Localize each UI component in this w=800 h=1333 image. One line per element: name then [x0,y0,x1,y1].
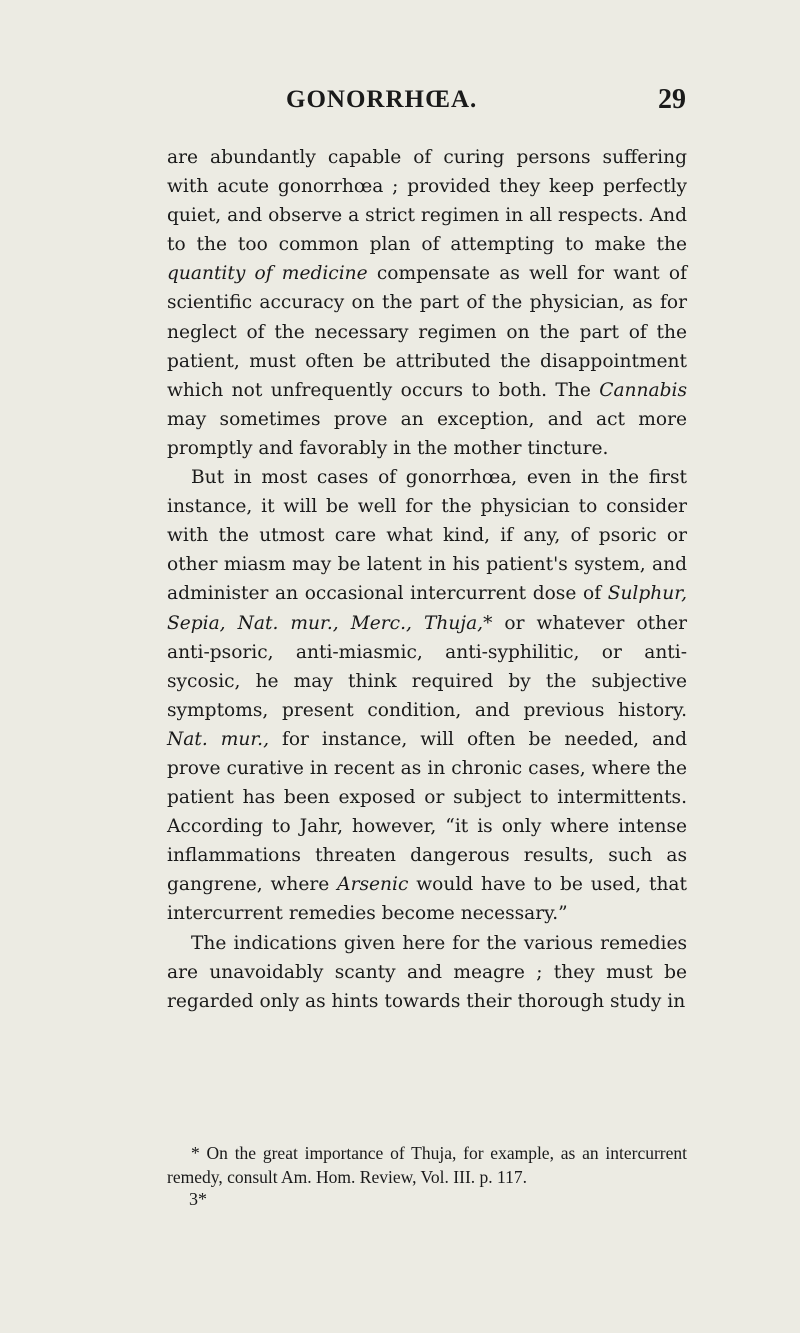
paragraph-1-italic-2: Cannabis [599,379,687,401]
page-header [168,86,686,122]
paragraph-2-text-3: for instance, will often be needed, and prove curative in recent as in chronic cases, where the patient has been exposed or subject to intermittents. According to Jahr, however, “it is only where intense inflammations threaten dangerous results, such as gangrene, where [167,728,687,896]
body-text [167,143,687,1016]
paragraph-2-italic-1: Sulphur, Sepia, Nat. mur., Merc., Thuja, [167,583,687,634]
paragraph-1-italic-1: quantity of medicine [167,263,368,285]
paragraph-1-text-2: compensate as well for want of scientific accuracy on the part of the physician, as for neglect of the necessary regimen on the part of the patient, must often be attributed the disappointment which not unfrequently occurs to both. The [167,263,687,401]
paragraph-2-text-2: * or whatever other anti-psoric, anti-miasmic, anti-syphilitic, or anti-sycosic, he may think required by the subjective symptoms, present condition, and previous history. [167,612,687,721]
paragraph-2-italic-3: Arsenic [337,874,409,896]
paragraph-2-text-4: would have to be used, that intercurrent remedies become necessary.” [167,874,687,925]
paragraph-3-text-1: The indications given here for the various remedies are unavoidably scanty and meagre ; they must be regarded only as hints towards their thorough study in [167,932,687,1012]
paragraph-2 [167,463,687,929]
paragraph-2-italic-2: Nat. mur., [167,728,269,750]
paragraph-1-text-1: are abundantly capable of curing persons suffering with acute gonorrhœa ; provided they keep perfectly quiet, and observe a strict regimen in all respects. And to the too common plan of attempting to make the [167,147,687,256]
signature-mark: 3* [189,1189,207,1209]
paragraph-3 [167,929,687,1016]
footnote-text: * On the great importance of Thuja, for example, as an intercurrent remedy, consult Am. Hom. Review, Vol. III. p. 117. [167,1143,687,1187]
page-number: 29 [658,84,686,115]
footnote [167,1141,687,1189]
paragraph-2-text-1: But in most cases of gonorrhœa, even in the first instance, it will be well for the physician to consider with the utmost care what kind, if any, of psoric or other miasm may be latent in his patient's system, and administer an occasional intercurrent dose of [167,467,687,605]
running-title: GONORRHŒA. [286,86,478,113]
paragraph-1-text-3: may sometimes prove an exception, and act more promptly and favorably in the mother tincture. [167,408,687,459]
paragraph-1 [167,143,687,463]
